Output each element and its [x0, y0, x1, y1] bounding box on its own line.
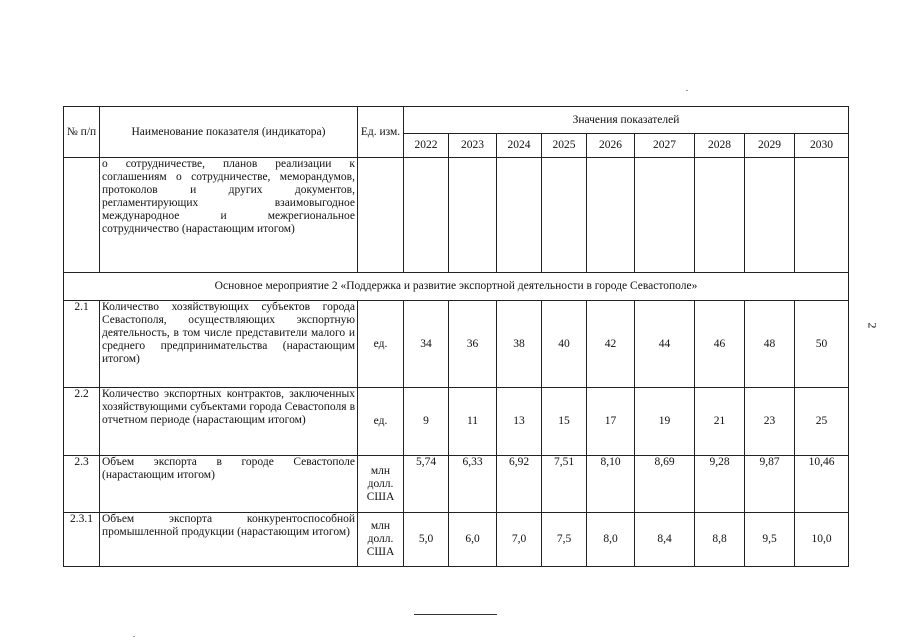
header-num: № п/п: [64, 107, 100, 158]
row-name: Объем экспорта в городе Севастополе (нарастающим итогом): [100, 456, 358, 513]
row-value: 17: [587, 388, 635, 456]
row-value: 8,69: [635, 456, 695, 513]
row-num: 2.2: [64, 388, 100, 456]
row-value: 5,74: [404, 456, 449, 513]
header-values-title: Значения показателей: [404, 107, 849, 134]
row-value: 8,8: [695, 513, 745, 567]
row-num: 2.3: [64, 456, 100, 513]
row-value: 5,0: [404, 513, 449, 567]
row-value: 9,87: [745, 456, 795, 513]
section-title: Основное мероприятие 2 «Поддержка и развитие экспортной деятельности в городе Севастополе»: [64, 273, 849, 301]
row-num: 2.1: [64, 301, 100, 388]
row-name: о сотрудничестве, планов реализации к соглашениям о сотрудничестве, меморандумов, протоколов и других документов, регламентирующих взаимовыгодное международное и межрегиональное сотрудничество (нарастающим итогом): [100, 158, 358, 273]
row-value: 23: [745, 388, 795, 456]
row-value: 9,28: [695, 456, 745, 513]
table-row: [64, 388, 849, 456]
row-value: 7,5: [542, 513, 587, 567]
scan-speck: [133, 636, 135, 637]
table-row-continuation: [64, 158, 849, 273]
row-value: 50: [795, 301, 849, 388]
row-value: 25: [795, 388, 849, 456]
table-row: [64, 301, 849, 388]
row-value: 8,4: [635, 513, 695, 567]
header-year: 2025: [542, 134, 587, 158]
header-year: 2029: [745, 134, 795, 158]
row-value: 7,51: [542, 456, 587, 513]
row-name: Количество экспортных контрактов, заключенных хозяйствующими субъектами города Севастополя в отчетном периоде (нарастающим итогом): [100, 388, 358, 456]
row-value: 19: [635, 388, 695, 456]
row-value: 15: [542, 388, 587, 456]
row-value: 46: [695, 301, 745, 388]
row-value: 9,5: [745, 513, 795, 567]
row-unit: [358, 158, 404, 273]
header-year: 2030: [795, 134, 849, 158]
row-value: 11: [449, 388, 497, 456]
row-name: Количество хозяйствующих субъектов города Севастополя, осуществляющих экспортную деятельность, в том числе представители малого и среднего предпринимательства (нарастающим итогом): [100, 301, 358, 388]
header-unit: Ед. изм.: [358, 107, 404, 158]
footnote-divider: [414, 614, 497, 615]
row-value: 10,0: [795, 513, 849, 567]
row-value: 38: [497, 301, 542, 388]
row-num: [64, 158, 100, 273]
header-year: 2022: [404, 134, 449, 158]
row-value: 34: [404, 301, 449, 388]
row-unit: млн долл. США: [358, 513, 404, 567]
header-year: 2028: [695, 134, 745, 158]
header-name: Наименование показателя (индикатора): [100, 107, 358, 158]
row-value: 40: [542, 301, 587, 388]
row-value: 8,10: [587, 456, 635, 513]
header-year: 2024: [497, 134, 542, 158]
table-row: [64, 513, 849, 567]
row-value: 8,0: [587, 513, 635, 567]
row-value: 6,33: [449, 456, 497, 513]
row-value: 36: [449, 301, 497, 388]
row-value: 42: [587, 301, 635, 388]
row-value: 44: [635, 301, 695, 388]
indicators-table: [63, 106, 849, 567]
row-value: 6,92: [497, 456, 542, 513]
row-unit: млн долл. США: [358, 456, 404, 513]
table-row: [64, 456, 849, 513]
header-year: 2023: [449, 134, 497, 158]
row-unit: ед.: [358, 301, 404, 388]
row-num: 2.3.1: [64, 513, 100, 567]
row-value: 9: [404, 388, 449, 456]
row-value: 48: [745, 301, 795, 388]
row-value: 10,46: [795, 456, 849, 513]
row-name: Объем экспорта конкурентоспособной промышленной продукции (нарастающим итогом): [100, 513, 358, 567]
row-value: 7,0: [497, 513, 542, 567]
section-row: [64, 273, 849, 301]
row-value: 21: [695, 388, 745, 456]
scan-speck: [686, 90, 688, 91]
row-unit: ед.: [358, 388, 404, 456]
row-value: 6,0: [449, 513, 497, 567]
row-value: 13: [497, 388, 542, 456]
header-year: 2026: [587, 134, 635, 158]
page-number: 2: [865, 322, 880, 329]
header-year: 2027: [635, 134, 695, 158]
